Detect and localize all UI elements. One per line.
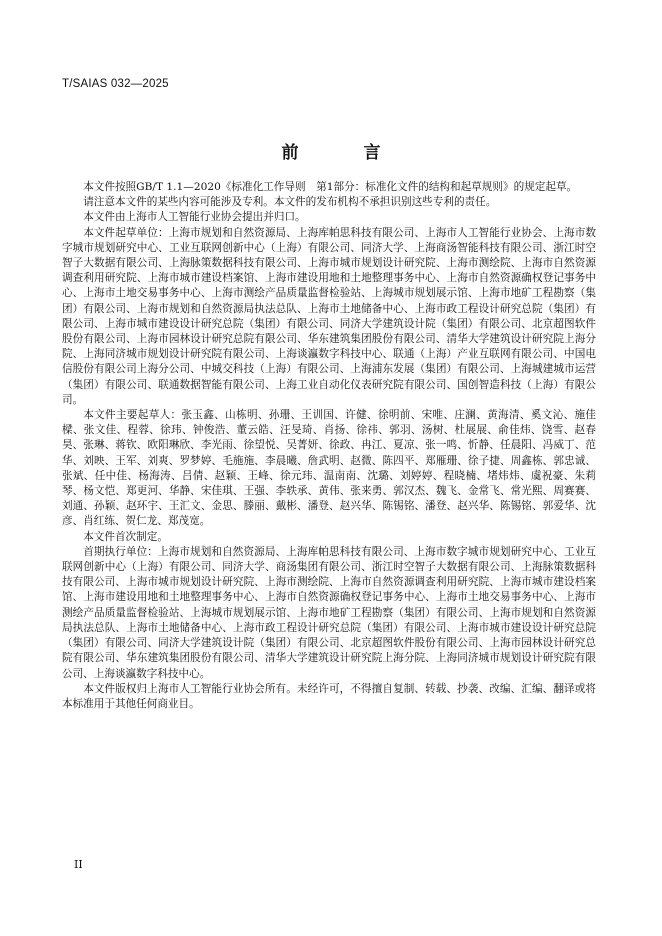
- paragraph-first-edition: 本文件首次制定。: [83, 530, 168, 543]
- foreword-body: [62, 180, 596, 712]
- paragraph-proposer: 本文件由上海市人工智能行业协会提出并归口。: [83, 211, 306, 224]
- paragraph-copyright: 本文件版权归上海市人工智能行业协会所有。未经许可，不得擅自复制、转载、抄袭、改编、汇编、翻译或将本标准用于其他任何商业目。: [62, 682, 596, 710]
- paragraph-drafting-units: 本文件起草单位：上海市规划和自然资源局、上海库帕思科技有限公司、上海市人工智能行业协会、上海市数字城市规划研究中心、工业互联网创新中心（上海）有限公司、同济大学、上海商汤智能科技有限公司、浙江时空智子大数据有限公司、上海脉策数据科技有限公司、上海市城市规划设计研究院、上海市测绘院、上海市自然资源调查利用研究院、上海市城市建设档案馆、上海市建设用地和土地整理事务中心、上海市自然资源确权登记事务中心、上海市土地交易事务中心、上海市测绘产品质量监督检验站、上海城市规划展示馆、上海市地矿工程勘察（集团）有限公司、上海市规划和自然资源局执法总队、上海市土地储备中心、上海市政工程设计研究总院（集团）有限公司、上海市城市建设设计研究总院（集团）有限公司、同济大学建筑设计院（集团）有限公司、北京超图软件股份有限公司、上海市园林设计研究总院有限公司、华东建筑集团股份有限公司、清华大学建筑设计研究院上海分院、上海同济城市规划设计研究院有限公司、上海谈瀛数字科技中心、联通（上海）产业互联网有限公司、中国电信股份有限公司上海分公司、中城交科技（上海）有限公司、上海浦东发展（集团）有限公司、上海城建城市运营（集团）有限公司、联通数据智能有限公司、上海工业自动化仪表研究院有限公司、国创智造科技（上海）有限公司。: [62, 226, 596, 406]
- page-title: 前 言: [281, 143, 405, 163]
- page-number: II: [74, 858, 83, 871]
- paragraph-first-executing-units: 首期执行单位：上海市规划和自然资源局、上海库帕思科技有限公司、上海市数字城市规划研究中心、工业互联网创新中心（上海）有限公司、同济大学、商汤集团有限公司、浙江时空智子大数据有限公司、上海脉策数据科技有限公司、上海市城市规划设计研究院、上海市测绘院、上海市自然资源调查利用研究院、上海市城市建设档案馆、上海市建设用地和土地整理事务中心、上海市自然资源确权登记事务中心、上海市土地交易事务中心、上海市测绘产品质量监督检验站、上海城市规划展示馆、上海市地矿工程勘察（集团）有限公司、上海市规划和自然资源局执法总队、上海市土地储备中心、上海市政工程设计研究总院（集团）有限公司、上海市城市建设设计研究总院（集团）有限公司、同济大学建筑设计院（集团）有限公司、北京超图软件股份有限公司、上海市园林设计研究总院有限公司、华东建筑集团股份有限公司、清华大学建筑设计研究院上海分院、上海同济城市规划设计研究院有限公司、上海谈瀛数字科技中心。: [62, 545, 596, 680]
- paragraph-patent-notice: 请注意本文件的某些内容可能涉及专利。本文件的发布机构不承担识别这些专利的责任。: [83, 196, 497, 209]
- document-code: T/SAIAS 032—2025: [62, 78, 169, 90]
- paragraph-main-drafters: 本文件主要起草人：张玉鑫、山栋明、孙珊、王训国、许健、徐明前、宋唯、庄澜、黄海清、奚文沁、施佳樑、张文佳、程蓉、徐玮、钟俊浩、董云皓、汪旻琦、肖扬、徐祎、郭羽、汤树、杜展展、俞佳炜、饶雪、赵春昊、张琳、蒋钦、欧阳琳欣、李光雨、徐望悦、吴菁妍、徐政、冉江、夏凉、张一鸣、忻静、任晨阳、冯威丁、范华、刘映、王军、刘爽、罗梦婷、毛施施、李晨曦、詹武明、赵微、陈四平、郑雁珊、徐子捷、周鑫栋、郭忠诚、张斌、任中佳、杨海涛、吕倩、赵颖、王峰、徐元玮、温南南、沈璐、刘婷婷、程晓楠、堵炜炜、虞祝豪、朱莉琴、杨文恺、郑更河、华静、宋佳琪、王强、李轶承、黄伟、张来勇、郭汉杰、魏飞、金常飞、常光熙、周赛赛、刘通、孙颖、赵环宇、王汇文、金思、滕丽、戴彬、潘登、赵兴华、陈锡铭、潘登、赵兴华、陈锡铭、郭爱华、沈彦、肖红练、贺仁龙、郑茂宽。: [62, 409, 596, 528]
- paragraph-drafting-rules: 本文件按照GB/T 1.1—2020《标准化工作导则 第1部分：标准化文件的结构和起草规则》的规定起草。: [83, 181, 578, 193]
